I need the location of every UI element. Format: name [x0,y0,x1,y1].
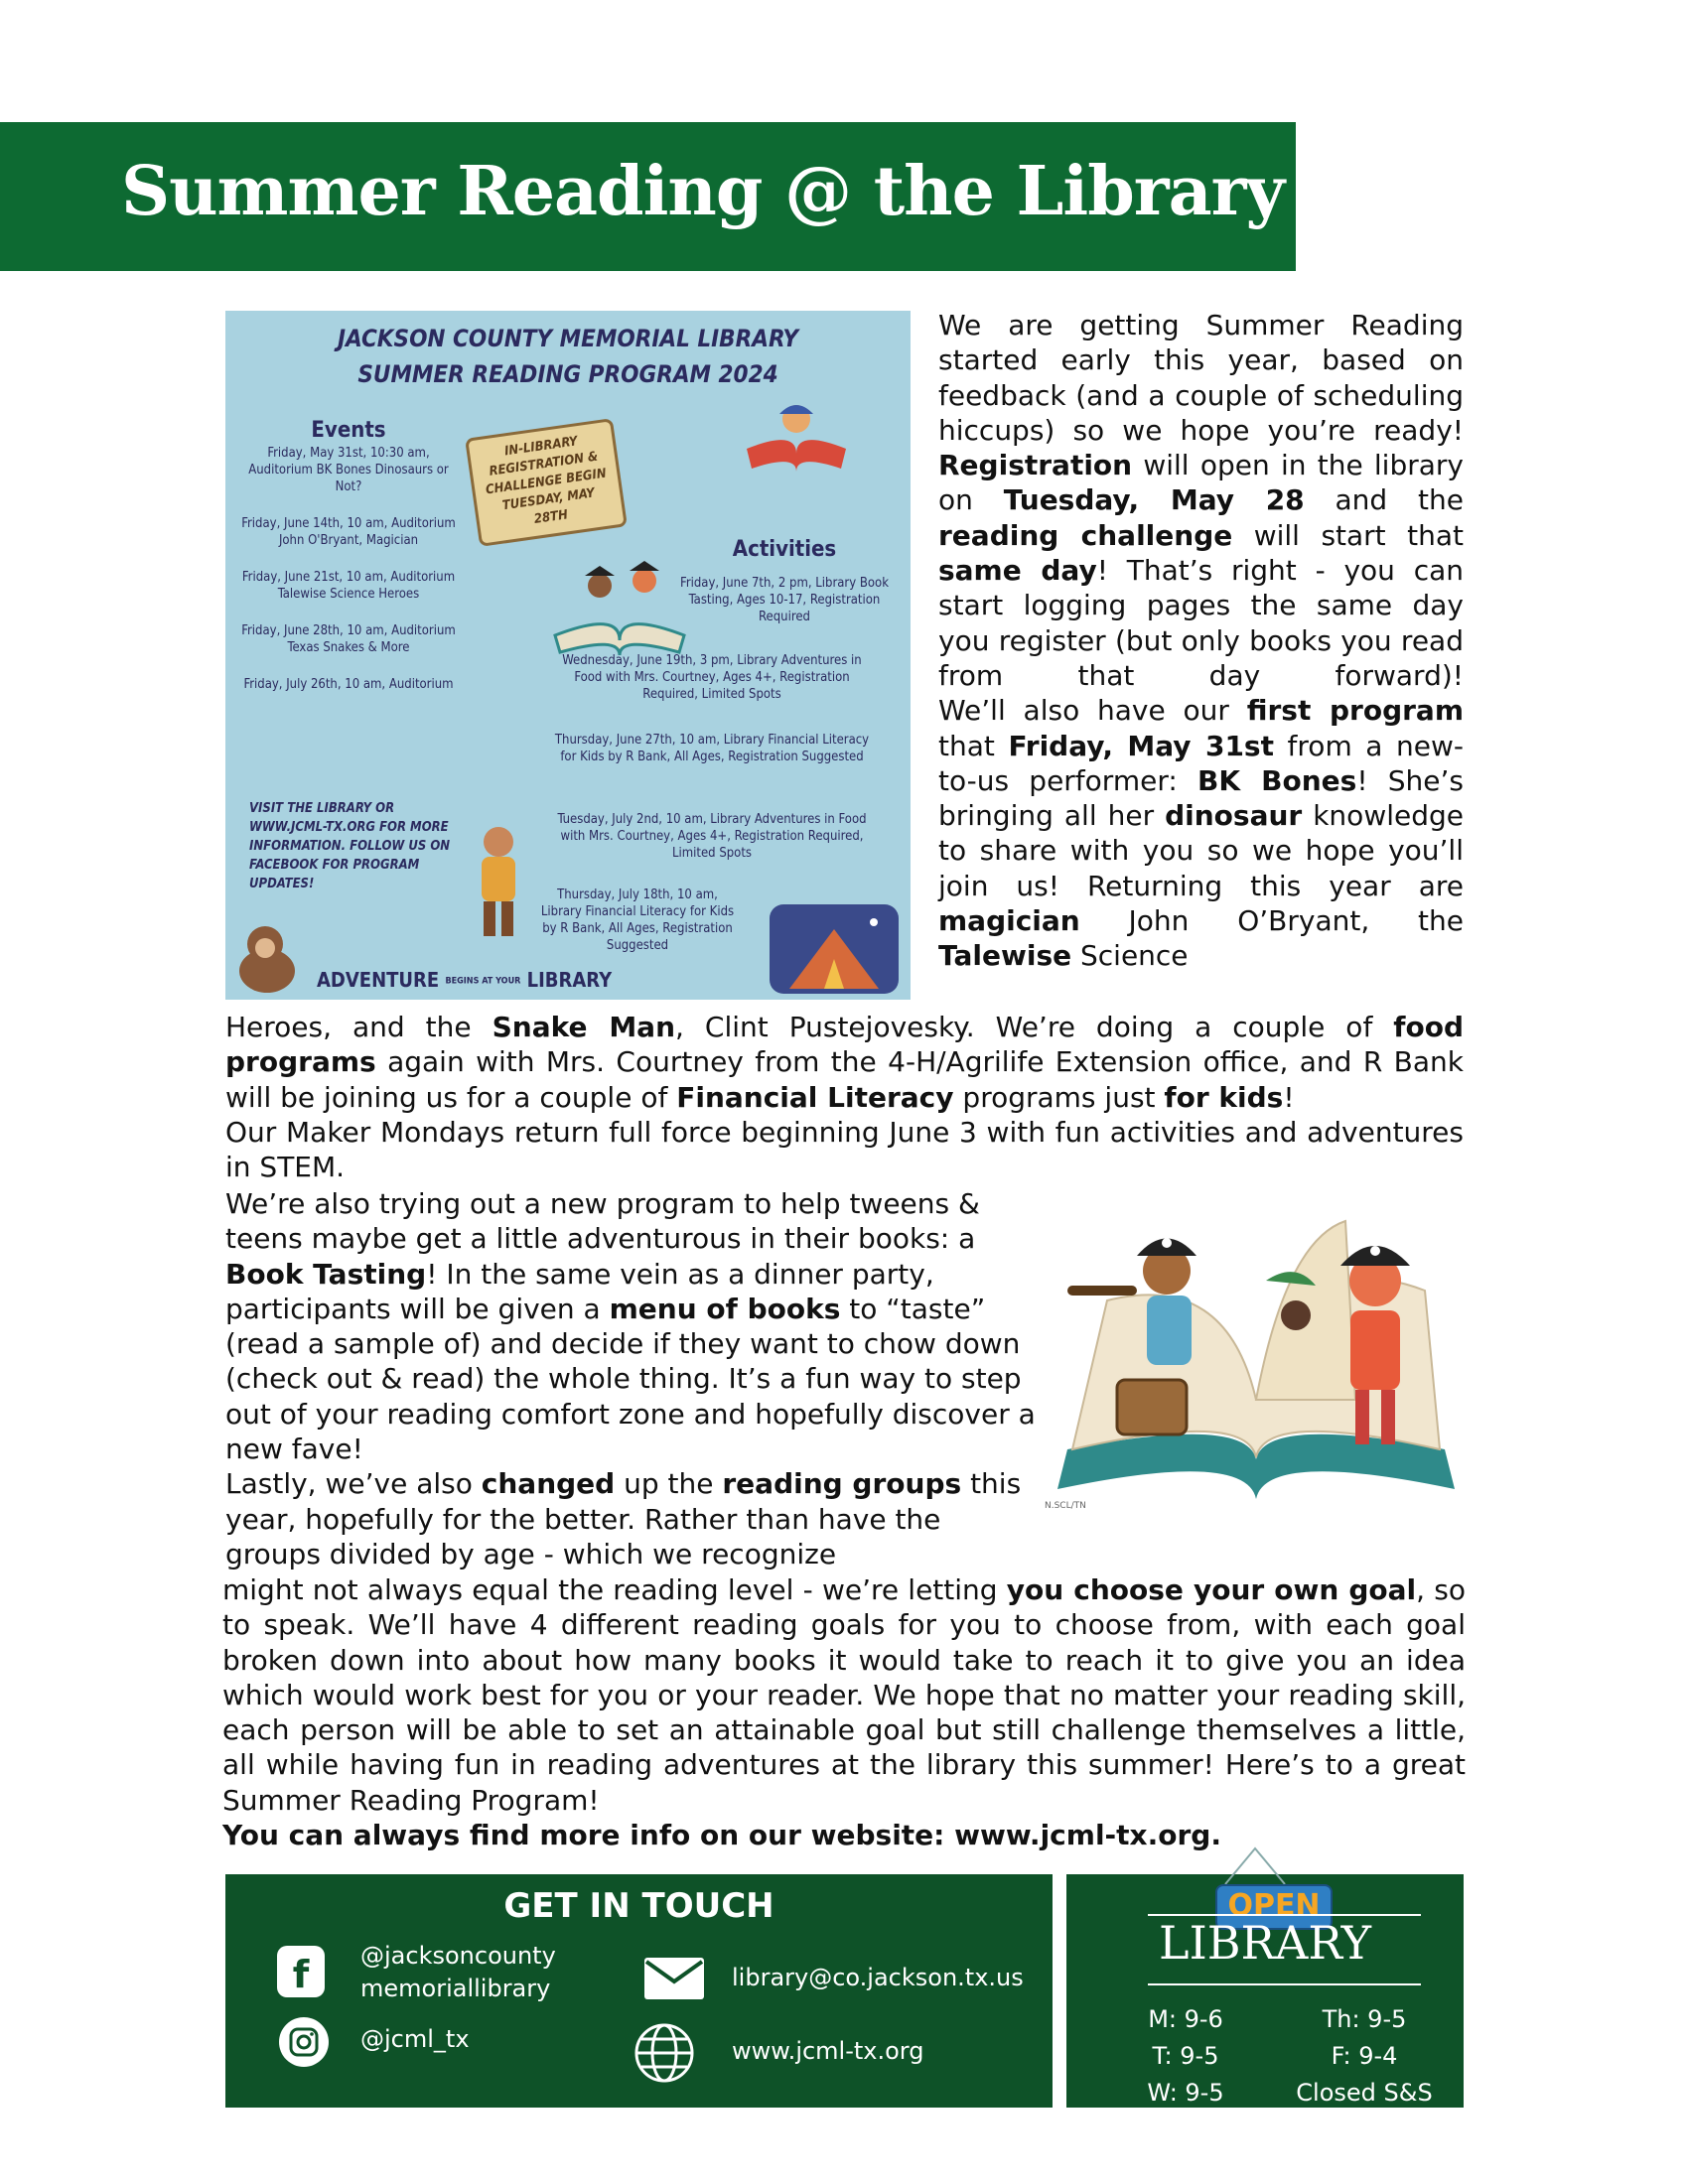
instagram-icon[interactable] [277,2015,331,2069]
events-column [239,418,458,713]
monkey-illustration [227,916,317,996]
title-banner [0,122,1296,271]
illustration-caption: N.SCL/TN [1045,1501,1086,1511]
hours-friday: F: 9-4 [1331,2042,1398,2070]
divider [1148,1983,1421,1985]
hours-thursday: Th: 9-5 [1322,2005,1407,2033]
paragraph: might not always equal the reading level - we’re letting you choose your own goal, so to speak. We’ll have 4 different reading goals for you to choose from, with each goal broken down into about how many books it would take to reach it to give you an idea which would work best for you or your reader. We hope that no matter your reading skill, each person will be able to set an attainable goal but still challenge themselves a little, all while having fun in reading adventures at the library this summer! Here’s to a great Summer Reading Program! [222,1573,1466,1817]
svg-text:f: f [292,1953,310,1996]
paragraph: Our Maker Mondays return full force beginning June 3 with fun activities and adventures in STEM. [225,1115,1464,1184]
flyer-title-line1: JACKSON COUNTY MEMORIAL LIBRARY [337,325,799,352]
activity-item: Tuesday, July 2nd, 10 am, Library Adventures in Food with Mrs. Courtney, Ages 4+, Registration Required, Limited Spots [557,812,867,861]
hours-wednesday: W: 9-5 [1147,2079,1224,2107]
website-link[interactable]: www.jcml-tx.org [732,2037,924,2065]
contact-heading: GET IN TOUCH [503,1886,774,1926]
pirates-on-book-illustration [1048,1201,1465,1519]
article-programs [225,1010,1464,1184]
website-note: You can always find more info on our website: www.jcml-tx.org. [222,1819,1221,1852]
reading-book-illustration [742,394,851,474]
event-item: Friday, June 14th, 10 am, Auditorium John O'Bryant, Magician [241,516,456,548]
registration-scroll: IN-LIBRARY REGISTRATION & CHALLENGE BEGIN TUESDAY, MAY 28TH [465,418,628,547]
paragraph: We’re also trying out a new program to help tweens & teens maybe get a little adventurous in their books: a Book Tasting! In the same vein as a dinner party, participants will be given a menu of books to “taste” (read a sample of) and decide if they want to chow down (check out & read) the whole thing. It’s a fun way to step out of your reading comfort zone and hopefully discover a new fave! [225,1187,1036,1466]
tent-illustration [770,904,899,994]
paragraph: Registration will open in the library on Tuesday, May 28 and the reading challenge will start that same day! That’s right - you can start logging pages the same day you register (but only books you read from that day forward)! [938,449,1465,692]
paragraph: Heroes, and the Snake Man, Clint Pustejovesky. We’re doing a couple of food programs again with Mrs. Courtney from the 4-H/Agrilife Extension office, and R Bank will be joining us for a couple of Financial Literacy programs just for kids! [225,1011,1464,1114]
hours-title: LIBRARY [1159,1916,1371,1970]
paragraph: Lastly, we’ve also changed up the reading groups this year, hopefully for the better. Rather than have the groups divided by age - which we recognize [225,1467,1022,1570]
event-item: Friday, July 26th, 10 am, Auditorium [243,677,454,692]
paragraph: We are getting Summer Reading started early this year, based on feedback (and a couple of scheduling hiccups) so we hope you’re ready! [938,309,1464,447]
hours-left-column [1126,2001,1245,2112]
page-title: Summer Reading @ the Library [121,152,1284,231]
contact-panel [225,1874,1053,2108]
activities-column [670,537,899,564]
article-book-tasting [225,1186,1040,1571]
activity-item: Thursday, July 18th, 10 am, Library Financial Literacy for Kids by R Bank, All Ages, Registration Suggested [540,887,735,953]
hours-right-column [1275,2001,1454,2112]
visit-info: VISIT THE LIBRARY OR WWW.JCML-TX.ORG FOR MORE INFORMATION. FOLLOW US ON FACEBOOK FOR PROGRAM UPDATES! [249,801,451,891]
event-item: Friday, May 31st, 10:30 am, Auditorium BK Bones Dinosaurs or Not? [248,446,449,494]
event-item: Friday, June 21st, 10 am, Auditorium Talewise Science Heroes [241,570,456,602]
flyer-title-line2: SUMMER READING PROGRAM 2024 [357,360,778,388]
hours-monday: M: 9-6 [1148,2005,1223,2033]
facebook-icon[interactable] [277,1942,325,2001]
hours-weekend: Closed S&S [1296,2079,1433,2107]
instagram-handle[interactable]: @jcml_tx [360,2025,470,2053]
kids-illustration [454,817,543,946]
hours-panel [1066,1874,1464,2108]
activity-item: Wednesday, June 19th, 3 pm, Library Adventures in Food with Mrs. Courtney, Ages 4+, Registration Required, Limited Spots [562,653,862,702]
article-intro [938,308,1464,974]
summer-reading-flyer [225,311,911,1000]
activity-item: Thursday, June 27th, 10 am, Library Financial Literacy for Kids by R Bank, All Ages, Registration Suggested [554,733,870,764]
facebook-handle[interactable]: @jacksoncounty memoriallibrary [360,1942,556,2002]
events-heading: Events [311,418,386,443]
hours-tuesday: T: 9-5 [1152,2042,1219,2070]
email-icon[interactable] [642,1956,706,2001]
paragraph: We’ll also have our first program that Friday, May 31st from a new-to-us performer: BK Bones! She’s bringing all her dinosaur knowledge to share with you so we hope you’ll join us! Returning this year are magician John O’Bryant, the Talewise Science [938,694,1465,973]
article-reading-goals [222,1572,1466,1852]
globe-icon[interactable] [633,2021,696,2085]
adventure-logo: ADVENTURE BEGINS AT YOUR LIBRARY [317,968,613,992]
email-address[interactable]: library@co.jackson.tx.us [732,1964,1024,1991]
activities-heading: Activities [732,537,837,562]
activity-item: Friday, June 7th, 2 pm, Library Book Tasting, Ages 10-17, Registration Required [680,576,889,624]
event-item: Friday, June 28th, 10 am, Auditorium Texas Snakes & More [241,623,456,655]
open-sign: OPEN [1215,1884,1333,1930]
